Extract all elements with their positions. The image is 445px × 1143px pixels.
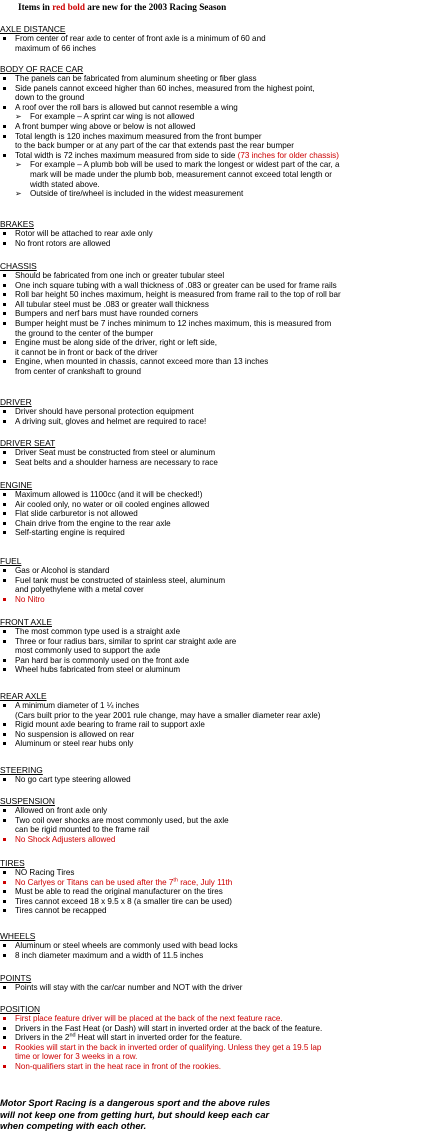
rule-text-segment: For example – A sprint car wing is not allowed bbox=[30, 112, 195, 122]
section-heading: BODY OF RACE CAR bbox=[0, 64, 84, 74]
rule-text-segment: (Cars built prior to the year 2001 rule change, may have a smaller diameter rear axle) bbox=[15, 710, 321, 720]
list-item bbox=[0, 730, 440, 740]
list-item bbox=[0, 1033, 440, 1043]
list-item bbox=[0, 122, 440, 132]
rule-text-segment: maximum of 66 inches bbox=[15, 43, 96, 53]
section-heading: BRAKES bbox=[0, 219, 34, 229]
list-item bbox=[0, 1043, 440, 1062]
list-item bbox=[0, 490, 440, 500]
rule-text bbox=[15, 1014, 440, 1024]
rule-text-segment: A driving suit, gloves and helmet are required to race! bbox=[15, 416, 207, 426]
list-item bbox=[0, 300, 440, 310]
rule-text-segment: can be rigid mounted to the frame rail bbox=[15, 825, 150, 835]
rule-text bbox=[15, 44, 440, 54]
rule-text bbox=[15, 103, 440, 113]
rule-text-segment: Drivers in the Fast Heat (or Dash) will start in inverted order at the back of the feature. bbox=[15, 1023, 323, 1033]
list-item bbox=[0, 290, 440, 300]
section-heading: AXLE DISTANCE bbox=[0, 24, 66, 34]
rule-list bbox=[0, 806, 440, 844]
list-item bbox=[0, 878, 440, 888]
rule-text bbox=[30, 170, 440, 180]
list-item bbox=[0, 1062, 440, 1072]
rule-text-segment: Air cooled only, no water or oil cooled engines allowed bbox=[15, 499, 210, 509]
rule-text bbox=[15, 806, 440, 816]
rule-text-segment: A front bumper wing above or below is not allowed bbox=[15, 121, 196, 131]
section-heading: ENGINE bbox=[0, 480, 33, 490]
rule-text-segment: Pan hard bar is commonly used on the front axle bbox=[15, 655, 190, 665]
rule-text-segment: Two coil over shocks are most commonly used, but the axle bbox=[15, 815, 229, 825]
rule-text-segment: Driver Seat must be constructed from steel or aluminum bbox=[15, 448, 216, 457]
list-item bbox=[0, 1024, 440, 1034]
rule-text-segment: Self-starting engine is required bbox=[15, 528, 125, 538]
list-item bbox=[0, 271, 440, 281]
rule-text-segment: 8 inch diameter maximum and a width of 11.5 inches bbox=[15, 950, 204, 960]
page-title bbox=[18, 2, 438, 12]
rule-text-segment: Outside of tire/wheel is included in the widest measurement bbox=[30, 189, 244, 199]
rule-text bbox=[15, 509, 440, 519]
section-driver bbox=[0, 397, 440, 426]
rule-text-segment: to the back bumper or at any part of the car that extends past the rear bumper bbox=[15, 141, 294, 151]
rule-text bbox=[15, 835, 440, 845]
rule-text bbox=[15, 983, 440, 993]
list-item bbox=[0, 627, 440, 637]
rule-text-segment: most commonly used to support the axle bbox=[15, 646, 161, 656]
rule-list bbox=[0, 34, 440, 53]
section-heading: SUSPENSION bbox=[0, 796, 55, 806]
rule-list bbox=[0, 701, 440, 749]
rule-text-segment: One inch square tubing with a wall thickness of .083 or greater can be used for frame rails bbox=[15, 280, 337, 290]
section-points bbox=[0, 973, 440, 993]
rule-text bbox=[15, 500, 440, 510]
rule-text bbox=[15, 74, 440, 84]
section-suspension bbox=[0, 796, 440, 844]
rule-text bbox=[15, 329, 440, 339]
list-item bbox=[0, 835, 440, 845]
rule-text-segment: Bumpers and nerf bars must have rounded corners bbox=[15, 309, 199, 319]
rule-text-segment: Must be able to read the original manufacturer on the tires bbox=[15, 887, 223, 897]
rule-text-segment: Rigid mount axle bearing to frame rail to support axle bbox=[15, 720, 205, 730]
rule-text-segment: For example – A plumb bob will be used to mark the longest or widest part of the car, a bbox=[30, 160, 340, 170]
sub-list-item bbox=[0, 112, 440, 122]
rule-text bbox=[15, 825, 440, 835]
section-chassis bbox=[0, 261, 440, 377]
rule-text bbox=[15, 300, 440, 310]
rule-text-segment: First place feature driver will be placed at the back of the next feature race. bbox=[15, 1014, 283, 1023]
superscript: th bbox=[173, 876, 178, 883]
rule-list bbox=[0, 407, 440, 426]
footer-line: Motor Sport Racing is a dangerous sport and the above rules bbox=[0, 1098, 271, 1108]
rule-text bbox=[15, 595, 440, 605]
rule-list bbox=[0, 74, 440, 199]
list-item bbox=[0, 338, 440, 357]
rule-text-segment: Gas or Alcohol is standard bbox=[15, 566, 110, 575]
list-item bbox=[0, 720, 440, 730]
rule-text-segment: Aluminum or steel wheels are commonly used with bead locks bbox=[15, 941, 238, 950]
rule-text bbox=[15, 1043, 440, 1053]
sub-list-item bbox=[0, 189, 440, 199]
rule-list bbox=[0, 627, 440, 675]
list-item bbox=[0, 519, 440, 529]
list-item bbox=[0, 132, 440, 151]
rule-text bbox=[15, 576, 440, 586]
footer-line: will not keep one from getting hurt, but should keep each car bbox=[0, 1109, 270, 1120]
rule-text bbox=[15, 458, 440, 468]
list-item bbox=[0, 229, 440, 239]
rule-text bbox=[30, 112, 440, 122]
rule-text bbox=[15, 656, 440, 666]
rule-text bbox=[15, 122, 440, 132]
list-item bbox=[0, 941, 440, 951]
rule-text bbox=[15, 34, 440, 44]
rule-text bbox=[15, 348, 440, 358]
sub-list-item bbox=[0, 160, 440, 189]
rule-text bbox=[15, 151, 440, 161]
list-item bbox=[0, 576, 440, 595]
title-highlight: red bold bbox=[52, 2, 85, 12]
rule-text-segment: Maximum allowed is 1100cc (and it will be checked!) bbox=[15, 490, 203, 499]
rule-text bbox=[15, 897, 440, 907]
list-item bbox=[0, 1014, 440, 1024]
rule-text bbox=[15, 878, 440, 888]
list-item bbox=[0, 983, 440, 993]
rule-text bbox=[15, 93, 440, 103]
section-heading: CHASSIS bbox=[0, 261, 37, 271]
rule-text-segment: Aluminum or steel rear hubs only bbox=[15, 739, 134, 749]
list-item bbox=[0, 509, 440, 519]
rule-text bbox=[15, 239, 440, 249]
rule-text-segment: Tires cannot exceed 18 x 9.5 x 8 (a smaller tire can be used) bbox=[15, 896, 232, 906]
rule-list bbox=[0, 1014, 440, 1072]
list-item bbox=[0, 74, 440, 84]
rule-text bbox=[15, 868, 440, 878]
rule-text bbox=[15, 646, 440, 656]
rule-text bbox=[15, 229, 440, 239]
list-item bbox=[0, 701, 440, 720]
rule-text-segment: Bumper height must be 7 inches minimum to 12 inches maximum, this is measured from bbox=[15, 318, 332, 328]
list-item bbox=[0, 309, 440, 319]
list-item bbox=[0, 906, 440, 916]
rule-text bbox=[15, 357, 440, 367]
rule-text bbox=[15, 627, 440, 637]
list-item bbox=[0, 84, 440, 103]
rule-text bbox=[15, 665, 440, 675]
list-item bbox=[0, 806, 440, 816]
rule-text-segment: Heat will start in inverted order for the feature. bbox=[75, 1033, 243, 1043]
rule-text-segment: Points will stay with the car/car number and NOT with the driver bbox=[15, 983, 243, 992]
rule-text bbox=[15, 775, 440, 785]
rule-text bbox=[15, 417, 440, 427]
rule-text bbox=[15, 519, 440, 529]
section-axle-distance bbox=[0, 24, 440, 53]
rule-list bbox=[0, 983, 440, 993]
rule-text-segment: No Carlyes or Titans can be used after the 7 bbox=[15, 877, 174, 887]
rule-text bbox=[15, 585, 440, 595]
rule-text bbox=[15, 319, 440, 329]
list-item bbox=[0, 775, 440, 785]
rule-text bbox=[15, 84, 440, 94]
list-item bbox=[0, 887, 440, 897]
rule-text-segment: Driver should have personal protection equipment bbox=[15, 407, 194, 416]
rule-text bbox=[15, 887, 440, 897]
rule-text-segment: The panels can be fabricated from aluminum sheeting or fiber glass bbox=[15, 74, 257, 83]
rule-text-segment: Flat slide carburetor is not allowed bbox=[15, 509, 138, 519]
section-position bbox=[0, 1004, 440, 1072]
rule-text bbox=[30, 160, 440, 170]
section-heading: POINTS bbox=[0, 973, 32, 983]
section-rear-axle bbox=[0, 691, 440, 749]
list-item bbox=[0, 357, 440, 376]
rule-list bbox=[0, 941, 440, 960]
rule-text bbox=[15, 566, 440, 576]
list-item bbox=[0, 151, 440, 161]
rule-text bbox=[15, 951, 440, 961]
rule-text bbox=[15, 281, 440, 291]
rule-text bbox=[15, 739, 440, 749]
list-item bbox=[0, 897, 440, 907]
title-prefix: Items in bbox=[18, 2, 50, 12]
rule-text bbox=[15, 711, 440, 721]
list-item bbox=[0, 739, 440, 749]
section-engine bbox=[0, 480, 440, 538]
list-item bbox=[0, 500, 440, 510]
list-item bbox=[0, 868, 440, 878]
section-front-axle bbox=[0, 617, 440, 675]
list-item bbox=[0, 103, 440, 113]
rule-list bbox=[0, 229, 440, 248]
rule-text bbox=[15, 1033, 440, 1043]
rule-text-segment: No Nitro bbox=[15, 594, 45, 604]
rule-text bbox=[30, 180, 440, 190]
section-heading: STEERING bbox=[0, 765, 43, 775]
rule-text bbox=[15, 906, 440, 916]
list-item bbox=[0, 34, 440, 53]
rule-text bbox=[15, 407, 440, 417]
section-fuel bbox=[0, 556, 440, 604]
rule-text-segment: the ground to the center of the bumper bbox=[15, 328, 154, 338]
rule-text-segment: Side panels cannot exceed higher than 60 inches, measured from the highest point, bbox=[15, 83, 315, 93]
rule-text-segment: time or lower for 3 weeks in a row. bbox=[15, 1052, 138, 1062]
list-item bbox=[0, 566, 440, 576]
section-body-of-race-car bbox=[0, 64, 440, 199]
rule-text bbox=[15, 271, 440, 281]
list-item bbox=[0, 407, 440, 417]
section-heading: REAR AXLE bbox=[0, 691, 47, 701]
rule-list bbox=[0, 775, 440, 785]
section-brakes bbox=[0, 219, 440, 248]
section-tires bbox=[0, 858, 440, 916]
list-item bbox=[0, 448, 440, 458]
rule-text-segment: Allowed on front axle only bbox=[15, 806, 108, 815]
section-heading: POSITION bbox=[0, 1004, 41, 1014]
rule-text-segment: Three or four radius bars, similar to sprint car straight axle are bbox=[15, 636, 237, 646]
rule-text bbox=[15, 1052, 440, 1062]
footer-line: when competing with each other. bbox=[0, 1121, 147, 1131]
rule-text-segment: Fuel tank must be constructed of stainless steel, aluminum bbox=[15, 575, 226, 585]
rule-text bbox=[15, 720, 440, 730]
rule-text-segment: Total width is 72 inches maximum measured from side to side bbox=[15, 150, 236, 160]
section-heading: DRIVER bbox=[0, 397, 32, 407]
list-item bbox=[0, 656, 440, 666]
list-item bbox=[0, 281, 440, 291]
rule-text-segment: Should be fabricated from one inch or greater tubular steel bbox=[15, 271, 225, 280]
rule-text-segment: Engine must be along side of the driver, right or left side, bbox=[15, 338, 218, 348]
rule-text-segment: Non-qualifiers start in the heat race in front of the rookies. bbox=[15, 1061, 222, 1071]
rule-text-segment: from center of crankshaft to ground bbox=[15, 366, 141, 376]
new-rule-note: (73 inches for older chassis) bbox=[235, 150, 339, 160]
rule-text-segment: No suspension is allowed on rear bbox=[15, 729, 135, 739]
section-steering bbox=[0, 765, 440, 785]
list-item bbox=[0, 239, 440, 249]
rule-text-segment: Seat belts and a shoulder harness are necessary to race bbox=[15, 457, 218, 467]
rule-text-segment: The most common type used is a straight axle bbox=[15, 627, 181, 636]
section-heading: TIRES bbox=[0, 858, 25, 868]
rule-list bbox=[0, 490, 440, 538]
rule-text bbox=[15, 290, 440, 300]
list-item bbox=[0, 528, 440, 538]
list-item bbox=[0, 319, 440, 338]
rule-text bbox=[15, 637, 440, 647]
rule-text-segment: Drivers in the 2 bbox=[15, 1033, 70, 1043]
rule-list bbox=[0, 566, 440, 604]
rule-text-segment: it cannot be in front or back of the driver bbox=[15, 347, 158, 357]
rule-text-segment: Rookies will start in the back in inverted order of qualifying. Unless they get a 19.5 lap bbox=[15, 1042, 322, 1052]
superscript: nd bbox=[69, 1032, 76, 1039]
rule-text-segment: Chain drive from the engine to the rear axle bbox=[15, 518, 171, 528]
rule-text bbox=[15, 338, 440, 348]
rule-text bbox=[15, 816, 440, 826]
list-item bbox=[0, 458, 440, 468]
rule-text-segment: A roof over the roll bars is allowed but cannot resemble a wing bbox=[15, 102, 238, 112]
rule-text bbox=[15, 701, 440, 711]
list-item bbox=[0, 951, 440, 961]
rule-text bbox=[15, 730, 440, 740]
rule-text bbox=[15, 528, 440, 538]
rule-text bbox=[15, 367, 440, 377]
rule-text bbox=[30, 189, 440, 199]
rule-text bbox=[15, 309, 440, 319]
list-item bbox=[0, 637, 440, 656]
footer-disclaimer bbox=[0, 1098, 440, 1133]
rule-list bbox=[0, 271, 440, 377]
rule-text bbox=[15, 141, 440, 151]
section-wheels bbox=[0, 931, 440, 960]
rule-text-segment: Tires cannot be recapped bbox=[15, 906, 107, 916]
list-item bbox=[0, 816, 440, 835]
rule-text-segment: From center of rear axle to center of front axle is a minimum of 60 and bbox=[15, 34, 266, 43]
rule-text-segment: down to the ground bbox=[15, 93, 85, 103]
list-item bbox=[0, 665, 440, 675]
rule-text-segment: and polyethylene with a metal cover bbox=[15, 585, 144, 595]
rule-text-segment: No front rotors are allowed bbox=[15, 238, 111, 248]
rule-text bbox=[15, 132, 440, 142]
rule-text bbox=[15, 490, 440, 500]
rule-text-segment: race, July 11th bbox=[177, 877, 233, 887]
rule-text-segment: NO Racing Tires bbox=[15, 868, 75, 877]
rule-text-segment: Engine, when mounted in chassis, cannot exceed more than 13 inches bbox=[15, 357, 269, 367]
rule-text-segment: No go cart type steering allowed bbox=[15, 775, 131, 784]
rule-list bbox=[0, 448, 440, 467]
rule-list bbox=[0, 868, 440, 916]
rule-text-segment: Total length is 120 inches maximum measured from the front bumper bbox=[15, 131, 262, 141]
rule-text-segment: All tubular steel must be .083 or greater wall thickness bbox=[15, 299, 209, 309]
section-heading: FRONT AXLE bbox=[0, 617, 52, 627]
rule-text bbox=[15, 941, 440, 951]
list-item bbox=[0, 595, 440, 605]
rule-text-segment: mark will be made under the plumb bob, measurement cannot exceed total length or bbox=[30, 169, 332, 179]
title-suffix: are new for the 2003 Racing Season bbox=[87, 2, 227, 12]
section-heading: WHEELS bbox=[0, 931, 36, 941]
rule-text bbox=[15, 1062, 440, 1072]
section-heading: DRIVER SEAT bbox=[0, 438, 56, 448]
section-driver-seat bbox=[0, 438, 440, 467]
rule-text-segment: No Shock Adjusters allowed bbox=[15, 834, 116, 844]
rule-text-segment: Rotor will be attached to rear axle only bbox=[15, 229, 153, 238]
rule-text-segment: A minimum diameter of 1 ¼ inches bbox=[15, 701, 140, 710]
rule-text-segment: Wheel hubs fabricated from steel or aluminum bbox=[15, 665, 181, 675]
rule-text-segment: width stated above. bbox=[30, 179, 100, 189]
rule-text bbox=[15, 448, 440, 458]
rule-text-segment: Roll bar height 50 inches maximum, height is measured from frame rail to the top of roll bar bbox=[15, 290, 341, 300]
section-heading: FUEL bbox=[0, 556, 22, 566]
list-item bbox=[0, 417, 440, 427]
rule-text bbox=[15, 1024, 440, 1034]
